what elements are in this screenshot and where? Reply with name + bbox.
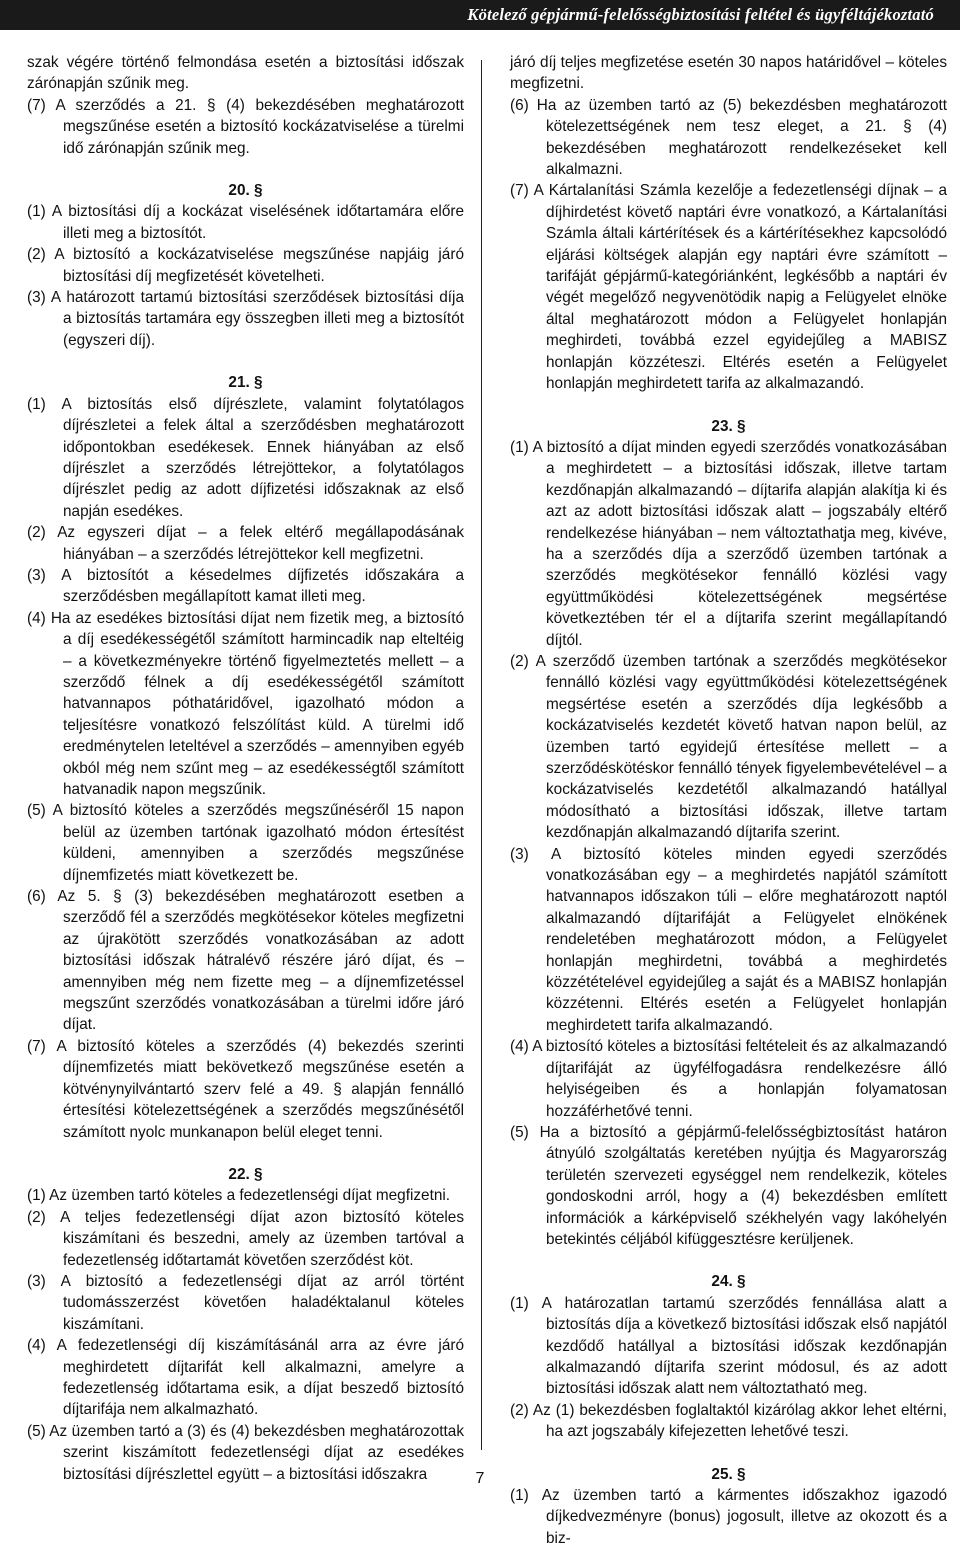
right-column <box>510 52 947 1549</box>
paragraph-item: (1) A határozatlan tartamú szerződés fennállása alatt a biztosítás díja a következő biztosítási időszak első napjától kezdődő hatállyal a biztosítási időszak kezdőnapján alkalmazandó díjtarifa szerint módosul, és az adott biztosítási időszak alatt nem változtatható meg. <box>510 1294 947 1398</box>
section-heading-24: 24. § <box>711 1273 746 1291</box>
paragraph-item: (6) Az 5. § (3) bekezdésében meghatározott esetben a szerződő fél a szerződés megkötésekor köteles megfizetni az újrakötött szerződés vonatkozásában az adott biztosítási időszak hátralévő részére járó díjat, és – amennyiben még nem fizette meg – a díjnemfizetéssel megszűnt szerződés vonatkozásában a türelmi időre járó díjat. <box>27 888 464 1034</box>
paragraph-item: (1) A biztosító a díjat minden egyedi szerződés vonatkozásában a meghirdetett – a biztosítási időszak, illetve tartam kezdőnapján alkalmazandó – díjtarifa alapján alakítja ki és azt az adott biztosítási időszak alatt – jogszabály eltérő rendelkezése hiányában – nem változtathatja meg, kivéve, ha a szerződés díja a szerződő üzemben tartónak a szerződés megkötésekor fennálló közlési vagy együttműködési kötelezettségének megsértése következtében tér el a díjtarifa szerint megállapítandó díjtól. <box>510 438 947 649</box>
section-heading-25: 25. § <box>711 1465 746 1483</box>
paragraph-item: (2) A teljes fedezetlenségi díjat azon biztosító köteles kiszámítani és beszedni, amely az üzemben tartóval a fedezetlenség időtartamát követően szerződést köt. <box>27 1208 464 1269</box>
paragraph-item: (1) Az üzemben tartó köteles a fedezetlenségi díjat megfizetni. <box>27 1187 451 1205</box>
paragraph-item: (5) A biztosító köteles a szerződés megszűnéséről 15 napon belül az üzemben tartónak igazolható módon értesítést küldeni, amennyiben a szerződés megszűnése díjnemfizetés miatt következett be. <box>27 802 464 884</box>
paragraph-item: (5) Az üzemben tartó a (3) és (4) bekezdésben meghatározottak szerint kiszámított fedezetlenségi díjat az esedékes biztosítási díjrészlettel együtt – a biztosítási időszakra <box>27 1422 464 1483</box>
section-heading-23: 23. § <box>711 417 746 435</box>
paragraph-item: (3) A határozott tartamú biztosítási szerződések biztosítási díja a biztosítás tartamára egy összegben illeti meg a biztosítót (egyszeri díj). <box>27 289 464 349</box>
paragraph-item: (3) A biztosítót a késedelmes díjfizetés időszakára a szerződésben megállapított kamat illeti meg. <box>27 566 464 606</box>
paragraph-item: (7) A szerződés a 21. § (4) bekezdésében meghatározott megszűnése esetén a biztosító kockázatviselése a türelmi idő zárónapján szűnik meg. <box>27 96 464 157</box>
running-header <box>0 0 960 30</box>
paragraph-item: (2) A szerződő üzemben tartónak a szerződés megkötésekor fennálló közlési vagy együttműködési kötelezettségének megsértése esetén a szerződés díja legkésőbb a kockázatviselés kezdetét követő hatvan napon belül, az üzemben tartó egyidejű értesítése mellett – a szerződéskötéskor fennálló tények figyelembevételével – a kockázatviselés kezdetétől alkalmazandó hatállyal módosítható a biztosítási időszak, illetve tartam kezdőnapján alkalmazandó díjtarifa szerint. <box>510 652 947 842</box>
section-heading-22: 22. § <box>228 1165 263 1183</box>
paragraph-item: (3) A biztosító köteles minden egyedi szerződés vonatkozásában egy – a meghirdetés napjától számított hatvannapos időszakon túli – előre meghatározott naptól alkalmazandó díjtarifáját a Felügyelet elnökének rendeletében meghatározott módon, a Felügyelet honlapján meghirdetni, továbbá a meghirdetés közzétételével egyidejűleg a saját és a MABISZ honlapján közzétenni. Eltérés esetén a Felügyelet honlapján meghirdetett tarifa alkalmazandó. <box>510 845 947 1034</box>
paragraph-item: (4) A biztosító köteles a biztosítási feltételeit és az alkalmazandó díjtarifáját az ügyfélfogadásra rendelkezésre álló helyiségeiben és a honlapján folyamatosan hozzáférhetővé tenni. <box>510 1038 947 1120</box>
header-title: Kötelező gépjármű-felelősségbiztosítási feltétel és ügyféltájékoztató <box>467 5 934 24</box>
left-column <box>27 52 464 1485</box>
section-heading-20: 20. § <box>228 182 263 200</box>
paragraph-continued: szak végére történő felmondása esetén a biztosítási időszak zárónapján szűnik meg. <box>27 54 464 93</box>
paragraph-item: (2) A biztosító a kockázatviselése megszűnése napjáig járó biztosítási díj megfizetését követelheti. <box>27 246 464 285</box>
paragraph-item: (4) Ha az esedékes biztosítási díjat nem fizetik meg, a biztosító a díj esedékességétől számított harmincadik nap elteltéig – a következményekre történő figyelmeztetés mellett – a szerződő félnek a díj esedékességétől számított hatvannapos póthatáridővel, igazolható módon a teljesítésre vonatkozó felszólítást küld. A türelmi idő eredménytelen leteltével a szerződés – amennyiben egyéb okból még nem szűnt meg – az esedékességtől számított hatvanadik napon megszűnik. <box>27 609 464 798</box>
paragraph-item: (3) A biztosító a fedezetlenségi díjat az arról történt tudomásszerzést követően haladéktalanul köteles kiszámítani. <box>27 1272 464 1333</box>
paragraph-item: (2) Az egyszeri díjat – a felek eltérő megállapodásának hiányában – a szerződés létrejöttekor kell megfizetni. <box>27 524 464 563</box>
paragraph-item: (2) Az (1) bekezdésben foglaltaktól kizárólag akkor lehet eltérni, ha azt jogszabály kifejezetten lehetővé teszi. <box>510 1401 947 1441</box>
paragraph-item: (6) Ha az üzemben tartó az (5) bekezdésben meghatározott kötelezettségének nem tesz eleget, a 21. § (4) bekezdésében meghatározott rendelkezéseket kell alkalmazni. <box>510 96 947 179</box>
paragraph-item: (7) A Kártalanítási Számla kezelője a fedezetlenségi díjnak – a díjhirdetést követő naptári évre vonatkozó, a Kártalanítási Számla általi kártérítések és a kártérítésekhez kapcsolódó eljárási költségek alapján egy naptári évre számított – tarifáját gépjármű-kategóriánként, legkésőbb a naptári év végét megelőző negyvenötödik napig a Felügyelet elnöke által meghatározott módon a Felügyelet honlapján meghirdeti, továbbá ezzel egyidejűleg a MABISZ honlapján közzéteszi. Eltérés esetén a Felügyelet honlapján meghirdetett tarifa az alkalmazandó. <box>510 182 947 393</box>
paragraph-item: (1) A biztosítási díj a kockázat viselésének időtartamára előre illeti meg a biztosítót. <box>27 203 464 242</box>
paragraph-continued: járó díj teljes megfizetése esetén 30 napos határidővel – köteles megfizetni. <box>510 54 947 93</box>
paragraph-item: (1) Az üzemben tartó a kármentes időszakhoz igazodó díjkedvezményre (bonus) jogosult, illetve az okozott és a biz- <box>510 1487 947 1547</box>
paragraph-item: (4) A fedezetlenségi díj kiszámításánál arra az évre járó meghirdetett díjtarifát kell alkalmazni, amelyre a fedezetlenség időtartama esik, a díjat beszedő biztosító díjtarifája nem alkalmazható. <box>27 1337 464 1419</box>
paragraph-item: (5) Ha a biztosító a gépjármű-felelősségbiztosítást határon átnyúló szolgáltatás keretében nyújtja és Magyarország területén szervezeti egységgel nem rendelkezik, köteles gondoskodni arról, hogy a (4) bekezdésben említett információk a kárképviselő székhelyén vagy lakóhelyén betekintés céljából kifüggesztésre kerüljenek. <box>510 1123 947 1248</box>
column-divider <box>481 60 482 1450</box>
paragraph-item: (1) A biztosítás első díjrészlete, valamint folytatólagos díjrészletei a felek által a szerződésben meghatározott időpontokban esedékesek. Ennek hiányában az első díjrészlet a szerződés létrejöttekor, a folytatólagos díjrészlet pedig az adott díjfizetési időszaknak az első napján esedékes. <box>27 395 464 520</box>
paragraph-item: (7) A biztosító köteles a szerződés (4) bekezdés szerinti díjnemfizetés miatt bekövetkező megszűnése esetén a kötvénynyilvántartó szerv felé a 49. § alapján fennálló értesítési kötelezettségének a szerződés megszűnésétől számított nyolc munkanapon belül eleget tenni. <box>27 1037 464 1141</box>
section-heading-21: 21. § <box>228 374 263 392</box>
page-number: 7 <box>475 1470 485 1487</box>
